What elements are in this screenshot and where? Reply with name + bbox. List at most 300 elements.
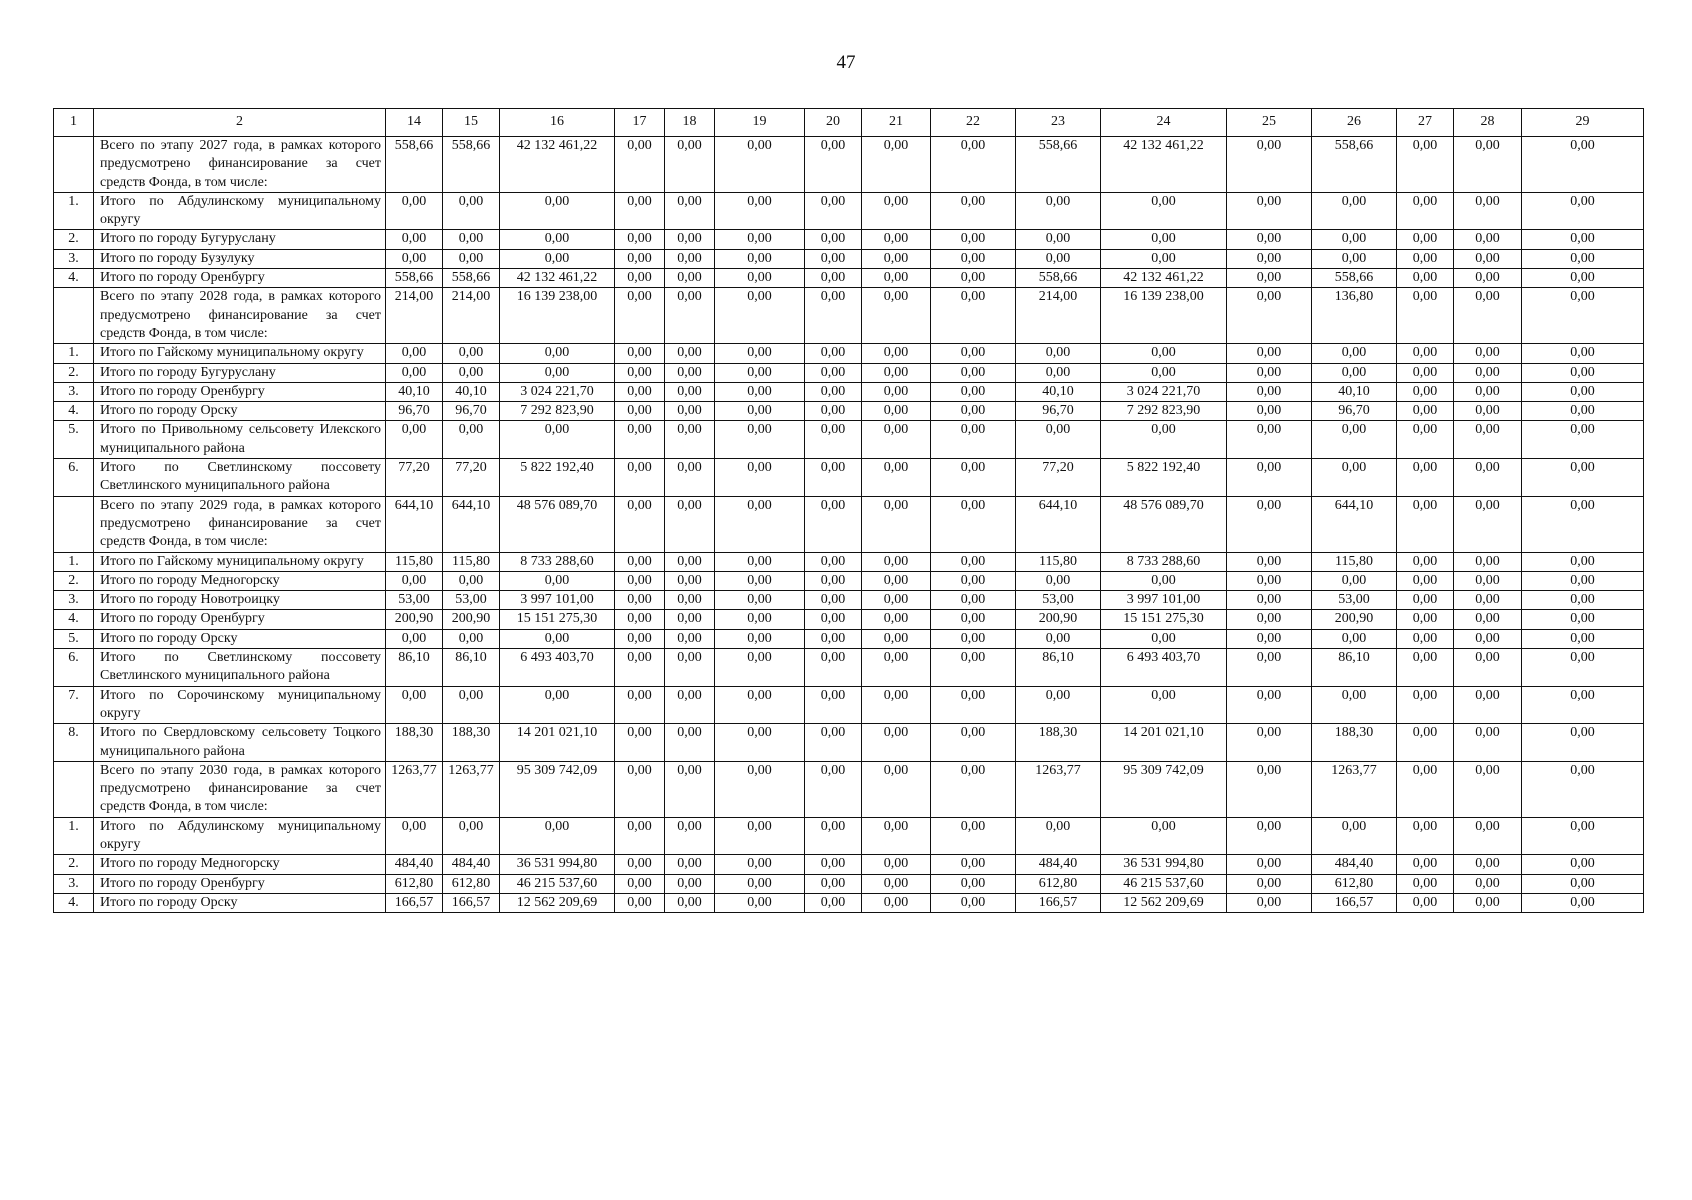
- value-cell: 0,00: [1397, 459, 1454, 497]
- value-cell: 0,00: [1522, 552, 1644, 571]
- value-cell: 16 139 238,00: [1101, 288, 1227, 344]
- value-cell: 0,00: [1522, 571, 1644, 590]
- value-cell: 0,00: [1522, 610, 1644, 629]
- value-cell: 0,00: [715, 344, 805, 363]
- row-description: Итого по городу Бугуруслану: [94, 230, 386, 249]
- value-cell: 0,00: [665, 496, 715, 552]
- value-cell: 0,00: [1397, 761, 1454, 817]
- value-cell: 0,00: [1397, 610, 1454, 629]
- column-header: 29: [1522, 109, 1644, 137]
- table-body: [54, 137, 1644, 913]
- value-cell: 0,00: [862, 761, 931, 817]
- value-cell: 0,00: [862, 363, 931, 382]
- value-cell: 0,00: [715, 382, 805, 401]
- value-cell: 86,10: [1016, 649, 1101, 687]
- value-cell: 0,00: [1227, 288, 1312, 344]
- table-row: [54, 855, 1644, 874]
- value-cell: 612,80: [1016, 874, 1101, 893]
- value-cell: 0,00: [1227, 496, 1312, 552]
- value-cell: 0,00: [862, 269, 931, 288]
- row-description: Итого по городу Бузулуку: [94, 249, 386, 268]
- value-cell: 0,00: [1397, 269, 1454, 288]
- value-cell: 558,66: [1312, 269, 1397, 288]
- value-cell: 0,00: [1312, 571, 1397, 590]
- value-cell: 0,00: [805, 874, 862, 893]
- row-description: Итого по Светлинскому поссовету Светлинского муниципального района: [94, 459, 386, 497]
- value-cell: 77,20: [386, 459, 443, 497]
- table-row: [54, 552, 1644, 571]
- column-header: 15: [443, 109, 500, 137]
- value-cell: 1263,77: [386, 761, 443, 817]
- value-cell: 0,00: [1312, 192, 1397, 230]
- value-cell: 42 132 461,22: [1101, 269, 1227, 288]
- row-number: [54, 137, 94, 193]
- value-cell: 612,80: [1312, 874, 1397, 893]
- value-cell: 53,00: [386, 591, 443, 610]
- value-cell: 0,00: [1454, 724, 1522, 762]
- value-cell: 0,00: [931, 288, 1016, 344]
- value-cell: 0,00: [500, 344, 615, 363]
- row-description: Итого по городу Оренбургу: [94, 874, 386, 893]
- value-cell: 0,00: [1101, 344, 1227, 363]
- value-cell: 0,00: [1227, 552, 1312, 571]
- table-row: [54, 249, 1644, 268]
- value-cell: 0,00: [862, 724, 931, 762]
- value-cell: 0,00: [1522, 459, 1644, 497]
- value-cell: 0,00: [1101, 817, 1227, 855]
- value-cell: 0,00: [1397, 402, 1454, 421]
- value-cell: 0,00: [665, 686, 715, 724]
- value-cell: 188,30: [386, 724, 443, 762]
- value-cell: 188,30: [443, 724, 500, 762]
- value-cell: 0,00: [931, 421, 1016, 459]
- value-cell: 0,00: [665, 629, 715, 648]
- value-cell: 0,00: [931, 591, 1016, 610]
- value-cell: 0,00: [862, 230, 931, 249]
- value-cell: 0,00: [805, 496, 862, 552]
- row-description: Итого по городу Орску: [94, 402, 386, 421]
- value-cell: 0,00: [443, 230, 500, 249]
- row-description: Итого по городу Оренбургу: [94, 382, 386, 401]
- value-cell: 0,00: [715, 855, 805, 874]
- column-header: 19: [715, 109, 805, 137]
- value-cell: 0,00: [500, 629, 615, 648]
- value-cell: 115,80: [1016, 552, 1101, 571]
- value-cell: 0,00: [805, 269, 862, 288]
- value-cell: 0,00: [715, 459, 805, 497]
- value-cell: 0,00: [1101, 230, 1227, 249]
- value-cell: 0,00: [1397, 344, 1454, 363]
- value-cell: 0,00: [1227, 230, 1312, 249]
- value-cell: 0,00: [805, 459, 862, 497]
- table-row: [54, 496, 1644, 552]
- value-cell: 0,00: [615, 629, 665, 648]
- value-cell: 0,00: [1454, 269, 1522, 288]
- value-cell: 0,00: [805, 629, 862, 648]
- value-cell: 0,00: [1522, 855, 1644, 874]
- value-cell: 115,80: [443, 552, 500, 571]
- table-header-row: [54, 109, 1644, 137]
- value-cell: 0,00: [931, 402, 1016, 421]
- value-cell: 0,00: [1397, 382, 1454, 401]
- table-row: [54, 686, 1644, 724]
- value-cell: 0,00: [862, 552, 931, 571]
- value-cell: 0,00: [443, 192, 500, 230]
- value-cell: 0,00: [862, 402, 931, 421]
- value-cell: 7 292 823,90: [1101, 402, 1227, 421]
- column-header: 28: [1454, 109, 1522, 137]
- value-cell: 136,80: [1312, 288, 1397, 344]
- value-cell: 0,00: [1016, 230, 1101, 249]
- value-cell: 0,00: [931, 552, 1016, 571]
- value-cell: 0,00: [1397, 288, 1454, 344]
- value-cell: 0,00: [500, 192, 615, 230]
- value-cell: 0,00: [1227, 610, 1312, 629]
- value-cell: 0,00: [805, 591, 862, 610]
- value-cell: 0,00: [665, 137, 715, 193]
- value-cell: 53,00: [1312, 591, 1397, 610]
- value-cell: 0,00: [1397, 552, 1454, 571]
- row-number: 5.: [54, 629, 94, 648]
- value-cell: 86,10: [443, 649, 500, 687]
- row-number: 4.: [54, 610, 94, 629]
- value-cell: 0,00: [862, 855, 931, 874]
- value-cell: 0,00: [1101, 686, 1227, 724]
- value-cell: 0,00: [1522, 382, 1644, 401]
- value-cell: 0,00: [1397, 893, 1454, 912]
- column-header: 25: [1227, 109, 1312, 137]
- table-row: [54, 874, 1644, 893]
- value-cell: 0,00: [1227, 382, 1312, 401]
- value-cell: 0,00: [1454, 855, 1522, 874]
- value-cell: 0,00: [386, 686, 443, 724]
- value-cell: 0,00: [715, 230, 805, 249]
- value-cell: 0,00: [1454, 344, 1522, 363]
- value-cell: 0,00: [715, 288, 805, 344]
- value-cell: 0,00: [1101, 629, 1227, 648]
- table-row: [54, 817, 1644, 855]
- financing-table: [53, 108, 1644, 913]
- value-cell: 0,00: [665, 817, 715, 855]
- value-cell: 42 132 461,22: [500, 137, 615, 193]
- value-cell: 0,00: [1016, 344, 1101, 363]
- value-cell: 0,00: [665, 459, 715, 497]
- value-cell: 0,00: [615, 269, 665, 288]
- value-cell: 0,00: [715, 629, 805, 648]
- row-number: 3.: [54, 874, 94, 893]
- value-cell: 0,00: [715, 421, 805, 459]
- value-cell: 0,00: [931, 344, 1016, 363]
- value-cell: 0,00: [1454, 571, 1522, 590]
- value-cell: 0,00: [931, 686, 1016, 724]
- row-description: Итого по Гайскому муниципальному округу: [94, 552, 386, 571]
- value-cell: 0,00: [665, 761, 715, 817]
- value-cell: 53,00: [443, 591, 500, 610]
- row-description: Итого по Гайскому муниципальному округу: [94, 344, 386, 363]
- column-header: 18: [665, 109, 715, 137]
- value-cell: 46 215 537,60: [1101, 874, 1227, 893]
- value-cell: 0,00: [715, 571, 805, 590]
- value-cell: 0,00: [500, 249, 615, 268]
- value-cell: 8 733 288,60: [500, 552, 615, 571]
- value-cell: 0,00: [715, 591, 805, 610]
- value-cell: 0,00: [615, 402, 665, 421]
- value-cell: 0,00: [1522, 269, 1644, 288]
- value-cell: 0,00: [500, 421, 615, 459]
- value-cell: 0,00: [1312, 363, 1397, 382]
- value-cell: 0,00: [665, 288, 715, 344]
- row-number: 3.: [54, 591, 94, 610]
- value-cell: 6 493 403,70: [500, 649, 615, 687]
- value-cell: 0,00: [805, 761, 862, 817]
- row-description: Итого по Абдулинскому муниципальному округу: [94, 817, 386, 855]
- value-cell: 0,00: [715, 269, 805, 288]
- value-cell: 0,00: [862, 288, 931, 344]
- value-cell: 0,00: [665, 893, 715, 912]
- value-cell: 0,00: [615, 817, 665, 855]
- page-number: 47: [836, 52, 856, 73]
- value-cell: 1263,77: [443, 761, 500, 817]
- value-cell: 0,00: [1016, 363, 1101, 382]
- table-row: [54, 571, 1644, 590]
- value-cell: 0,00: [862, 591, 931, 610]
- row-number: 5.: [54, 421, 94, 459]
- column-header: 27: [1397, 109, 1454, 137]
- value-cell: 0,00: [665, 571, 715, 590]
- value-cell: 0,00: [1016, 421, 1101, 459]
- value-cell: 0,00: [931, 610, 1016, 629]
- table-row: [54, 288, 1644, 344]
- value-cell: 0,00: [715, 893, 805, 912]
- value-cell: 0,00: [1454, 591, 1522, 610]
- value-cell: 558,66: [1016, 137, 1101, 193]
- value-cell: 0,00: [1016, 249, 1101, 268]
- value-cell: 0,00: [1454, 552, 1522, 571]
- value-cell: 0,00: [715, 137, 805, 193]
- value-cell: 0,00: [805, 382, 862, 401]
- row-number: [54, 761, 94, 817]
- value-cell: 0,00: [443, 344, 500, 363]
- value-cell: 0,00: [805, 137, 862, 193]
- value-cell: 40,10: [1312, 382, 1397, 401]
- value-cell: 0,00: [1227, 363, 1312, 382]
- value-cell: 0,00: [615, 137, 665, 193]
- value-cell: 0,00: [615, 686, 665, 724]
- value-cell: 0,00: [615, 761, 665, 817]
- value-cell: 36 531 994,80: [1101, 855, 1227, 874]
- row-number: 6.: [54, 459, 94, 497]
- value-cell: 0,00: [1454, 893, 1522, 912]
- value-cell: 0,00: [1522, 874, 1644, 893]
- value-cell: 0,00: [665, 363, 715, 382]
- row-description: Итого по городу Оренбургу: [94, 269, 386, 288]
- value-cell: 0,00: [931, 137, 1016, 193]
- value-cell: 86,10: [1312, 649, 1397, 687]
- value-cell: 0,00: [386, 571, 443, 590]
- value-cell: 0,00: [665, 610, 715, 629]
- table-row: [54, 761, 1644, 817]
- value-cell: 0,00: [1522, 649, 1644, 687]
- row-number: 1.: [54, 552, 94, 571]
- value-cell: 0,00: [665, 724, 715, 762]
- table-row: [54, 137, 1644, 193]
- value-cell: 484,40: [443, 855, 500, 874]
- value-cell: 0,00: [386, 344, 443, 363]
- row-number: 4.: [54, 402, 94, 421]
- row-number: [54, 496, 94, 552]
- column-header: 16: [500, 109, 615, 137]
- value-cell: 0,00: [1454, 421, 1522, 459]
- value-cell: 200,90: [1312, 610, 1397, 629]
- value-cell: 0,00: [862, 686, 931, 724]
- value-cell: 0,00: [1227, 402, 1312, 421]
- value-cell: 0,00: [615, 421, 665, 459]
- value-cell: 6 493 403,70: [1101, 649, 1227, 687]
- value-cell: 214,00: [443, 288, 500, 344]
- value-cell: 0,00: [443, 249, 500, 268]
- table-row: [54, 269, 1644, 288]
- row-description: Итого по Сорочинскому муниципальному округу: [94, 686, 386, 724]
- value-cell: 53,00: [1016, 591, 1101, 610]
- value-cell: 0,00: [1312, 421, 1397, 459]
- table-row: [54, 893, 1644, 912]
- value-cell: 0,00: [1397, 855, 1454, 874]
- table-row: [54, 421, 1644, 459]
- row-description: Всего по этапу 2030 года, в рамках которого предусмотрено финансирование за счет средств Фонда, в том числе:: [94, 761, 386, 817]
- value-cell: 0,00: [715, 874, 805, 893]
- value-cell: 96,70: [1016, 402, 1101, 421]
- value-cell: 0,00: [1397, 192, 1454, 230]
- value-cell: 0,00: [931, 855, 1016, 874]
- value-cell: 558,66: [386, 137, 443, 193]
- value-cell: 1263,77: [1016, 761, 1101, 817]
- value-cell: 12 562 209,69: [1101, 893, 1227, 912]
- value-cell: 0,00: [500, 571, 615, 590]
- value-cell: 0,00: [1227, 571, 1312, 590]
- value-cell: 0,00: [1454, 761, 1522, 817]
- value-cell: 0,00: [1522, 363, 1644, 382]
- value-cell: 0,00: [715, 402, 805, 421]
- value-cell: 0,00: [1101, 571, 1227, 590]
- value-cell: 0,00: [386, 230, 443, 249]
- value-cell: 0,00: [500, 230, 615, 249]
- value-cell: 0,00: [1454, 192, 1522, 230]
- column-header: 21: [862, 109, 931, 137]
- value-cell: 96,70: [443, 402, 500, 421]
- value-cell: 484,40: [1016, 855, 1101, 874]
- value-cell: 214,00: [386, 288, 443, 344]
- value-cell: 0,00: [1397, 137, 1454, 193]
- value-cell: 0,00: [1016, 192, 1101, 230]
- value-cell: 0,00: [1397, 649, 1454, 687]
- value-cell: 0,00: [715, 363, 805, 382]
- table-row: [54, 724, 1644, 762]
- value-cell: 0,00: [1522, 893, 1644, 912]
- value-cell: 0,00: [1227, 421, 1312, 459]
- value-cell: 0,00: [1522, 761, 1644, 817]
- value-cell: 0,00: [1312, 459, 1397, 497]
- value-cell: 0,00: [1312, 686, 1397, 724]
- value-cell: 0,00: [862, 629, 931, 648]
- value-cell: 0,00: [615, 649, 665, 687]
- value-cell: 0,00: [1397, 363, 1454, 382]
- value-cell: 0,00: [1522, 344, 1644, 363]
- value-cell: 0,00: [862, 571, 931, 590]
- value-cell: 0,00: [715, 761, 805, 817]
- value-cell: 644,10: [386, 496, 443, 552]
- value-cell: 0,00: [1227, 817, 1312, 855]
- value-cell: 1263,77: [1312, 761, 1397, 817]
- value-cell: 0,00: [1522, 230, 1644, 249]
- value-cell: 40,10: [1016, 382, 1101, 401]
- value-cell: 0,00: [665, 421, 715, 459]
- value-cell: 0,00: [1454, 382, 1522, 401]
- row-number: 2.: [54, 230, 94, 249]
- value-cell: 0,00: [862, 496, 931, 552]
- value-cell: 3 024 221,70: [500, 382, 615, 401]
- value-cell: 0,00: [805, 893, 862, 912]
- value-cell: 0,00: [1454, 874, 1522, 893]
- value-cell: 0,00: [862, 344, 931, 363]
- value-cell: 0,00: [443, 629, 500, 648]
- value-cell: 214,00: [1016, 288, 1101, 344]
- column-header: 17: [615, 109, 665, 137]
- value-cell: 0,00: [1454, 629, 1522, 648]
- value-cell: 96,70: [1312, 402, 1397, 421]
- row-description: Всего по этапу 2029 года, в рамках которого предусмотрено финансирование за счет средств Фонда, в том числе:: [94, 496, 386, 552]
- value-cell: 0,00: [805, 649, 862, 687]
- value-cell: 0,00: [805, 817, 862, 855]
- value-cell: 0,00: [1227, 249, 1312, 268]
- value-cell: 0,00: [615, 571, 665, 590]
- value-cell: 558,66: [443, 269, 500, 288]
- value-cell: 0,00: [1016, 571, 1101, 590]
- value-cell: 3 024 221,70: [1101, 382, 1227, 401]
- value-cell: 0,00: [805, 230, 862, 249]
- row-number: 1.: [54, 344, 94, 363]
- value-cell: 0,00: [1397, 230, 1454, 249]
- value-cell: 0,00: [665, 192, 715, 230]
- value-cell: 0,00: [1016, 629, 1101, 648]
- value-cell: 0,00: [715, 724, 805, 762]
- value-cell: 0,00: [500, 686, 615, 724]
- value-cell: 0,00: [1454, 230, 1522, 249]
- value-cell: 14 201 021,10: [1101, 724, 1227, 762]
- row-number: 2.: [54, 363, 94, 382]
- value-cell: 0,00: [615, 724, 665, 762]
- value-cell: 0,00: [805, 192, 862, 230]
- row-description: Итого по городу Оренбургу: [94, 610, 386, 629]
- value-cell: 0,00: [715, 192, 805, 230]
- value-cell: 0,00: [1227, 459, 1312, 497]
- value-cell: 0,00: [715, 496, 805, 552]
- value-cell: 0,00: [805, 855, 862, 874]
- value-cell: 0,00: [615, 288, 665, 344]
- value-cell: 0,00: [1454, 363, 1522, 382]
- value-cell: 0,00: [615, 344, 665, 363]
- value-cell: 558,66: [1016, 269, 1101, 288]
- value-cell: 0,00: [1522, 402, 1644, 421]
- row-description: Итого по городу Орску: [94, 629, 386, 648]
- value-cell: 0,00: [1101, 249, 1227, 268]
- value-cell: 0,00: [386, 363, 443, 382]
- value-cell: 0,00: [665, 649, 715, 687]
- value-cell: 0,00: [615, 855, 665, 874]
- value-cell: 0,00: [1016, 686, 1101, 724]
- value-cell: 0,00: [1397, 724, 1454, 762]
- value-cell: 0,00: [443, 363, 500, 382]
- value-cell: 558,66: [1312, 137, 1397, 193]
